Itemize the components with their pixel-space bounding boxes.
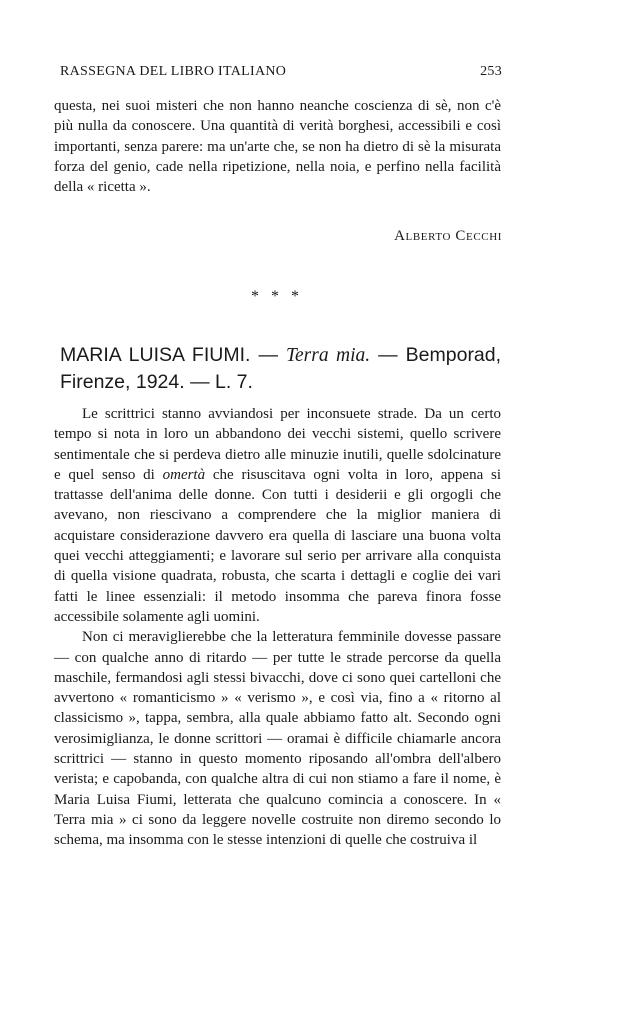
previous-review-ending (54, 96, 501, 197)
review-heading (60, 342, 501, 396)
review-paragraph-2: Non ci meraviglierebbe che la letteratura femminile dovesse passare — con qualche anno di ritardo — per tutte le strade percorse da quella maschile, fermandosi agli stessi bivacchi, dove ci sono quei cartelloni che avvertono « romanticismo » « verismo », e così via, fino a « ritorno al classicismo », tappa, sembra, alla quale abbiamo fatto alt. Secondo ogni verosimiglianza, le donne scrittori — oramai è difficile chiamarle ancora scrittrici — stanno in questo momento riposando all'ombra dell'albero verista; e capobanda, con qualche altra di cui non stiamo a fare il nome, è Maria Luisa Fiumi, letterata che qualcuno comincia a conoscere. In « Terra mia » ci sono da leggere novelle costruite non diremo secondo lo schema, ma insomma con le stesse intenzioni di quelle che costruiva il (54, 629, 501, 849)
previous-review-paragraph: questa, nei suoi misteri che non hanno neanche coscienza di sè, non c'è più nulla da conoscere. Una quantità di verità borghesi, accessibili e così importanti, senza parere: ma un'arte che, se non ha dietro di sè la misurata forza del genio, cade nella ripetizione, nella noia, e perfino nella facilità della « ricetta ». (54, 98, 501, 196)
review-book-title: Terra mia. (285, 345, 371, 366)
page-number: 253 (480, 64, 502, 79)
paragraph-text: che risuscitava ogni volta in loro, appena si trattasse dell'anima delle donne. Con tutti i desiderii e gli orgogli che avevano, non riescivano a comprendere che la miglior maniera di acquistare considerazione davvero era quella di lasciare una buona volta quei vecchi atteggiamenti; e lavorare sul serio per arrivare alla conquista di quella visione quadrata, robusta, che scarta i dettagli e coglie dei vari fatti le linee essenziali: il metodo insomma che pareva finora fosse accessibile solamente agli uomini. (54, 466, 502, 625)
heading-dash: — (378, 344, 398, 366)
journal-title: RASSEGNA DEL LIBRO ITALIANO (60, 64, 287, 79)
author-signature: Alberto Cecchi (394, 228, 502, 244)
review-author: MARIA LUISA FIUMI. (60, 344, 251, 366)
review-body (54, 404, 501, 851)
review-paragraph-1 (54, 404, 501, 627)
review-publisher: Bemporad, Firenze, 1924. (60, 344, 502, 393)
paragraph-text: Le scrittrici stanno avviandosi per inconsuete strade. Da un certo tempo si nota in loro un abbandono dei vecchi sistemi, quello scrivere sentimentale che si perdeva dietro alle minuzie inutili, quelle sdolcinature e quel senso di (54, 406, 501, 483)
heading-dash: — (190, 371, 210, 393)
review-price: L. 7. (215, 371, 253, 393)
section-separator: * * * (251, 288, 303, 305)
heading-dash: — (258, 344, 278, 366)
italic-word: omertà (162, 466, 206, 483)
